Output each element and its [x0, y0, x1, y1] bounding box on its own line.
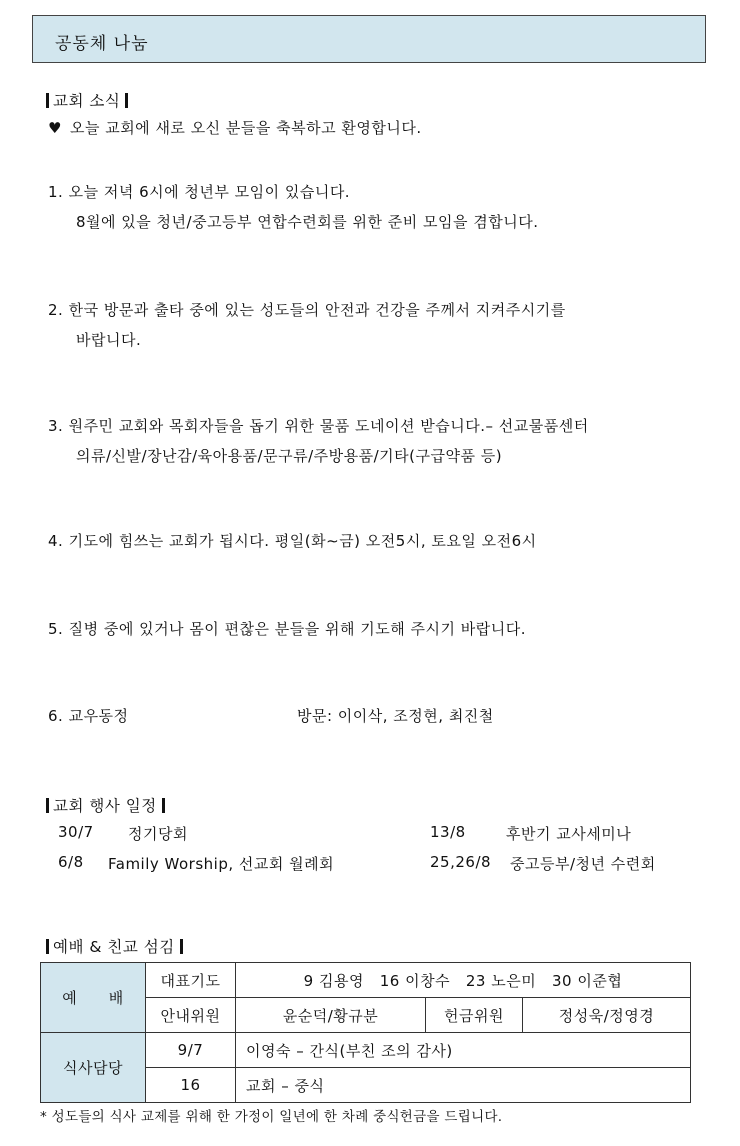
- news-item-1-line-2: 8월에 있을 청년/중고등부 연합수련회를 위한 준비 모임을 겸합니다.: [76, 213, 539, 231]
- news-item-3-line-1: 3. 원주민 교회와 목회자들을 돕기 위한 물품 도네이션 받습니다.– 선교물품센터: [48, 417, 589, 435]
- heart-icon: ♥: [48, 119, 62, 137]
- heading-bar-left: [46, 939, 49, 954]
- heading-bar-left: [46, 93, 49, 108]
- serve-heading: [46, 935, 183, 957]
- offering-value: 정성욱/정영경: [523, 998, 691, 1033]
- events-heading-text: 교회 행사 일정: [53, 797, 157, 815]
- title-box: [32, 15, 706, 63]
- visit-text: 방문: 이이삭, 조정현, 최진철: [297, 707, 494, 725]
- news-item-5: 5. 질병 중에 있거나 몸이 편찮은 분들을 위해 기도해 주시기 바랍니다.: [48, 620, 526, 638]
- news-item-1-line-1: 1. 오늘 저녁 6시에 청년부 모임이 있습니다.: [48, 183, 351, 201]
- table-row: [41, 1033, 691, 1068]
- meal-label: 식사담당: [41, 1033, 146, 1103]
- event-name: 정기당회: [128, 825, 188, 843]
- offering-label: 헌금위원: [426, 998, 523, 1033]
- usher-value: 윤순덕/황규분: [236, 998, 426, 1033]
- news-item-3-line-2: 의류/신발/장난감/육아용품/문구류/주방용품/기타(구급약품 등): [76, 447, 503, 465]
- welcome-text: 오늘 교회에 새로 오신 분들을 축복하고 환영합니다.: [69, 119, 422, 137]
- serve-table: [40, 962, 691, 1103]
- event-name: 후반기 교사세미나: [506, 825, 632, 843]
- news-item-2-line-1: 2. 한국 방문과 출타 중에 있는 성도들의 안전과 건강을 주께서 지켜주시기를: [48, 301, 566, 319]
- event-date: 6/8: [58, 853, 84, 871]
- heading-bar-left: [46, 798, 49, 813]
- news-heading: [46, 89, 128, 111]
- event-name: 중고등부/청년 수련회: [510, 855, 656, 873]
- heading-bar-right: [125, 93, 128, 108]
- worship-label: 예 배: [41, 963, 146, 1033]
- events-heading: [46, 794, 165, 816]
- news-heading-text: 교회 소식: [53, 92, 121, 110]
- news-item-4: 4. 기도에 힘쓰는 교회가 됩시다. 평일(화∼금) 오전5시, 토요일 오전6시: [48, 532, 537, 550]
- page-title: 공동체 나눔: [55, 34, 149, 54]
- serve-heading-text: 예배 & 친교 섬김: [53, 938, 175, 956]
- meal-desc: 이영숙 – 간식(부친 조의 감사): [236, 1033, 691, 1068]
- table-row: [41, 963, 691, 998]
- prayer-value: 9 김용영 16 이창수 23 노은미 30 이준협: [236, 963, 691, 998]
- meal-date: 16: [146, 1068, 236, 1103]
- footnote: * 성도들의 식사 교제를 위해 한 가정이 일년에 한 차례 중식헌금을 드립니다.: [40, 1109, 503, 1125]
- welcome-line: [48, 117, 422, 138]
- usher-label: 안내위원: [146, 998, 236, 1033]
- prayer-label: 대표기도: [146, 963, 236, 998]
- meal-date: 9/7: [146, 1033, 236, 1068]
- meal-desc: 교회 – 중식: [236, 1068, 691, 1103]
- event-date: 30/7: [58, 823, 94, 841]
- event-name: Family Worship, 선교회 월례회: [108, 855, 335, 873]
- news-item-6: 6. 교우동정: [48, 707, 129, 725]
- event-date: 13/8: [430, 823, 466, 841]
- event-date: 25,26/8: [430, 853, 492, 871]
- news-item-2-line-2: 바랍니다.: [76, 331, 142, 349]
- heading-bar-right: [180, 939, 183, 954]
- heading-bar-right: [162, 798, 165, 813]
